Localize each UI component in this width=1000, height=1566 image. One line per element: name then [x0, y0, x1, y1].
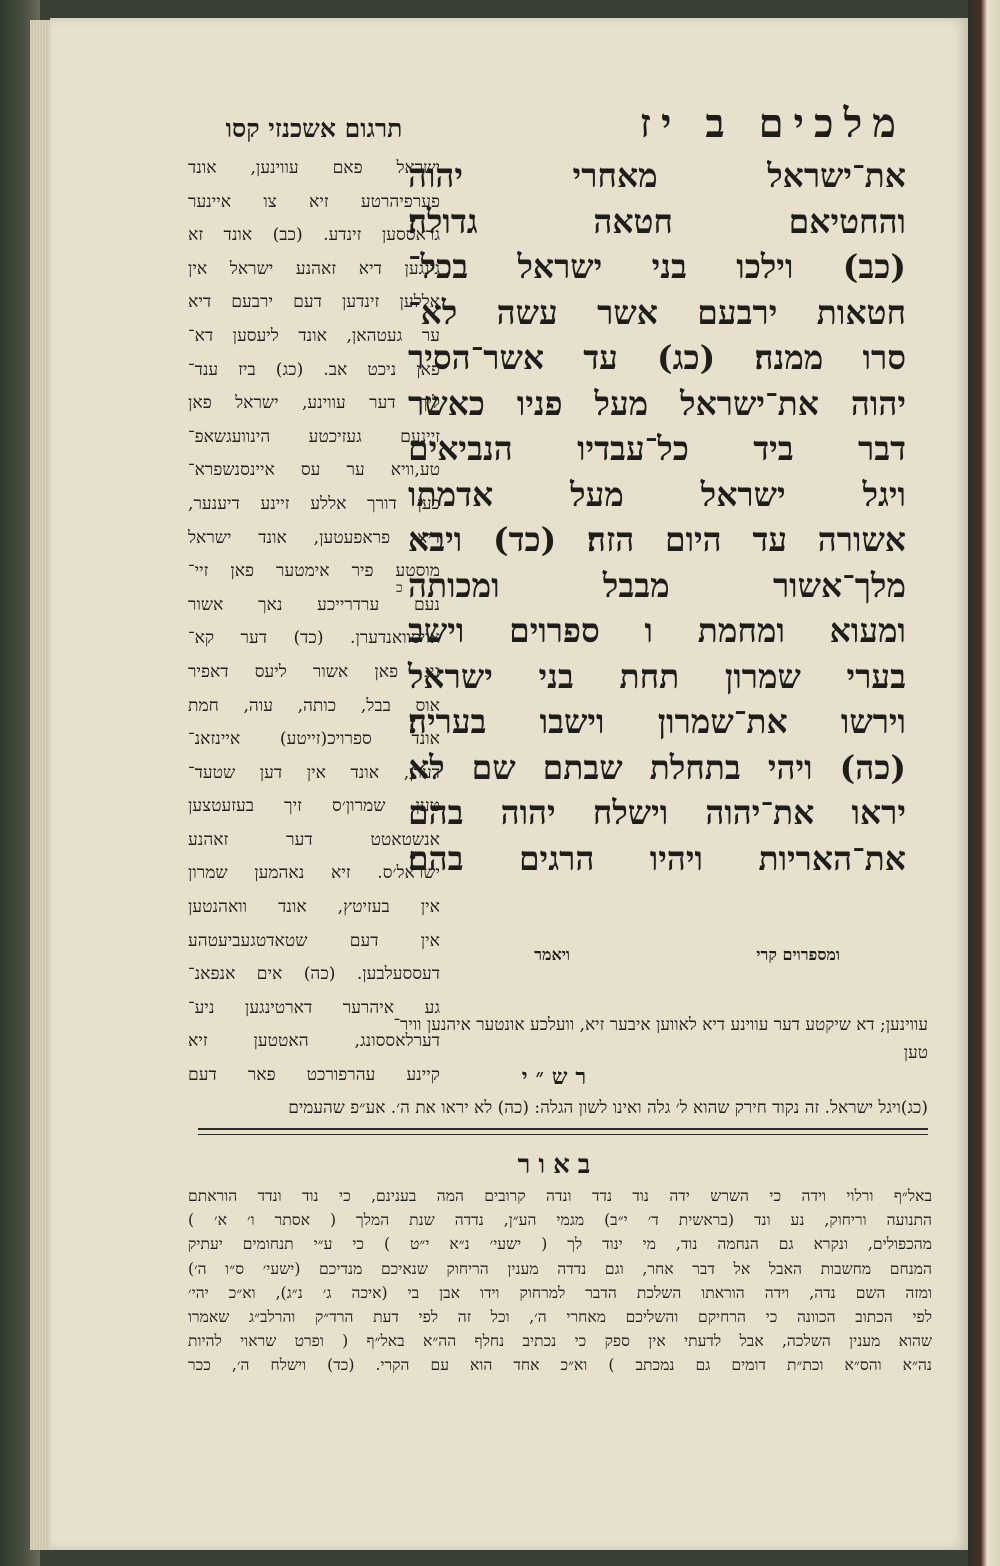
targum-line: ניג פאן אשור ליעס דאפיר — [188, 661, 440, 682]
scripture-column — [408, 100, 906, 881]
targum-line: גינגען דיא זאהנע ישראל אין — [188, 258, 440, 279]
scripture-line: את־האריות ויהיו הרגים בהם׃ — [408, 838, 906, 878]
scripture-line: אשורה עד היום הזה׃ (כד) ויבא — [408, 520, 906, 559]
targum-line: טע,וויא ער עס איינסנשפרא־ — [188, 460, 440, 481]
targum-line: קיינע עהרפורכט פאר דעם — [188, 1065, 440, 1086]
targum-line: אונד ספרויכ(זייטע) איינזאנ־ — [188, 729, 440, 750]
running-head: מלכים ב יז — [639, 100, 906, 147]
biur-line: המנחם מחשבות האבל אל דבר אחר, וגם נדדה מענין הריחוק שנאיכם מנדיכם (ישעי׳ ס״ו ה׳) — [188, 1259, 932, 1278]
margin-mark: כ — [396, 580, 403, 596]
targum-overflow — [188, 1010, 928, 1066]
targum-line: מוסטע פיר אימטער פאן זיי־ — [188, 561, 440, 582]
biur-line: התנועה וריחוק, נע ונד (בראשית ד׳ י״ב) מגמי הע״ן, נדדה שנת המלך ( אסתר ו׳ א׳ ) — [188, 1211, 932, 1230]
biur-line: ומזה השם נדה, וידה הוראתו השלכת הדבר למרחוק וידו אבן בי (איכה ג׳ נ״ג), וא״כ יהי׳ — [188, 1283, 932, 1302]
keri-note: ויאמר — [534, 945, 570, 964]
scripture-line: והחטיאם חטאה גדולה׃ — [408, 201, 906, 241]
targum-line: זיינעם געזיכטע הינוועגשאפ־ — [188, 426, 440, 447]
targum-line: אללען זינדען דעם ירבעם דיא — [188, 292, 440, 313]
targum-line: פערפיהרטע זיא צו איינער — [188, 191, 440, 212]
targum-line: דיא פראפעטען, אונד ישראל — [188, 527, 440, 548]
targum-line: ישראל׳ס. זיא נאהמען שמרון — [188, 863, 440, 884]
targum-overflow-line: עווינען; דא שיקטע דער עווינע דיא לאווען איבער זיא, וועלכע אונטער איהנען וויר־ — [393, 1015, 928, 1035]
targum-line: גע איהרער דארטינגען ניע־ — [188, 997, 440, 1018]
targum-line: ישראל פאם עווינען, אונד — [188, 158, 440, 178]
targum-line: אוס בבל, כותה, עוה, חמת — [188, 695, 440, 716]
scripture-line: את־ישראל מאחרי יהוה — [408, 156, 906, 195]
targum-line: אנשטאטט דער זאהנע — [188, 829, 440, 850]
biur-line: שהוא מענין השלכה, אבל לדעתי אין ספק כי נכתיב נחלף הה״א באל״ף ( ופרט שראוי להיות — [188, 1332, 932, 1351]
rashi-heading: רש״י — [521, 1064, 595, 1090]
facing-page-edge — [968, 0, 1000, 1566]
targum-line: כען דורך אללע זיינע דיענער, — [188, 493, 440, 514]
scripture-line: ויגל ישראל מעל אדמתו — [408, 474, 906, 514]
scripture-line: יהוה את־ישראל מעל פניו כאשר — [408, 383, 906, 423]
scripture-line: (כב) וילכו בני ישראל בכל־ — [408, 247, 906, 286]
scripture-line: ומעוא ומחמת ו ספרוים וישב — [408, 611, 906, 650]
scripture-line: חטאות ירבעם אשר עשה לא־ — [408, 292, 906, 332]
targum-line: ליך דער עווינע, ישראל פאן — [188, 393, 440, 414]
biur-line: באל״ף ורלוי וידה כי השרש ידה נוד נדד ונדה קרובים המה בענינם, כי נוד ונדד הוראתם — [188, 1187, 932, 1205]
targum-line: ער געטהאן, אונד ליעסען דא־ — [188, 325, 440, 346]
targum-line: פאן ניכט אב. (כג) ביז ענד־ — [188, 359, 440, 380]
scripture-line: דבר ביד כל־עבדיו הנביאים — [408, 429, 906, 468]
targum-line: דערן, אונד אין דען שטעד־ — [188, 762, 440, 783]
targum-column — [188, 114, 440, 1093]
scripture-line: מלך־אשור מבבל ומכותה — [408, 565, 906, 605]
targum-line: דעססעלבען. (כה) אים אנפאנ־ — [188, 964, 440, 985]
targum-overflow-line: טען — [903, 1043, 928, 1063]
targum-heading: תרגום אשכנזי קסו — [225, 114, 403, 143]
rashi-commentary: (כג)ויגל ישראל. זה נקוד חירק שהוא ל׳ גלה ואינו לשון הגלה: (כה) לא יראו את ה׳. אע״פ שהעמים — [288, 1098, 928, 1118]
scripture-lines — [408, 153, 906, 881]
targum-line: טען שמרון׳ס זיך בעזעטצען — [188, 796, 440, 817]
biur-commentary — [188, 1184, 932, 1378]
scripture-line: סרו ממנה׃ (כג) עד אשר־הסיר — [408, 338, 906, 377]
keri-note: ומספרוים קרי — [756, 945, 840, 964]
scripture-line: (כה) ויהי בתחלת שבתם שם לא — [408, 747, 906, 787]
targum-line: דערלאססונג, האטטען זיא — [188, 1031, 440, 1052]
scripture-line: יראו את־יהוה וישלח יהוה בהם — [408, 793, 906, 832]
biur-heading: באור — [517, 1150, 599, 1180]
targum-line: אין דעם שטאדטגעביעטהע — [188, 930, 440, 951]
scripture-line: בערי שמרון תחת בני ישראל — [408, 656, 906, 696]
targum-line: נעם ערדרייכע נאך אשור — [188, 594, 440, 615]
scripture-line: וירשו את־שמרון וישבו בעריה׃ — [408, 702, 906, 741]
biur-line: מהכפולים, ונקרא גם הנחמה נוד, מי ינוד לך ( ישעי׳ נ״א י״ט ) כי ע״י תנחומים יעתיק — [188, 1235, 932, 1254]
biur-line: נה״א והס״א וכת״ת דומים גם נמכתב ) וא״כ אחד הוא עם הקרי. (כד) וישלח ה׳, ככר — [188, 1356, 932, 1375]
section-divider — [198, 1128, 928, 1135]
page-stack-edge — [30, 20, 52, 1550]
targum-line: גראססען זינדע. (כב) אונד זא — [188, 225, 440, 246]
biur-line: לפי הכתוב הכוונה כי הרחיקם והשליכם מאחרי ה׳, וכל זה לפי דעת הרד״ק והרלב״ג שאמרו — [188, 1308, 932, 1327]
targum-line: אין בעזיטץ, אונד וואהנטען — [188, 897, 440, 918]
targum-line: אויסוואנדערן. (כד) דער קא־ — [188, 628, 440, 649]
